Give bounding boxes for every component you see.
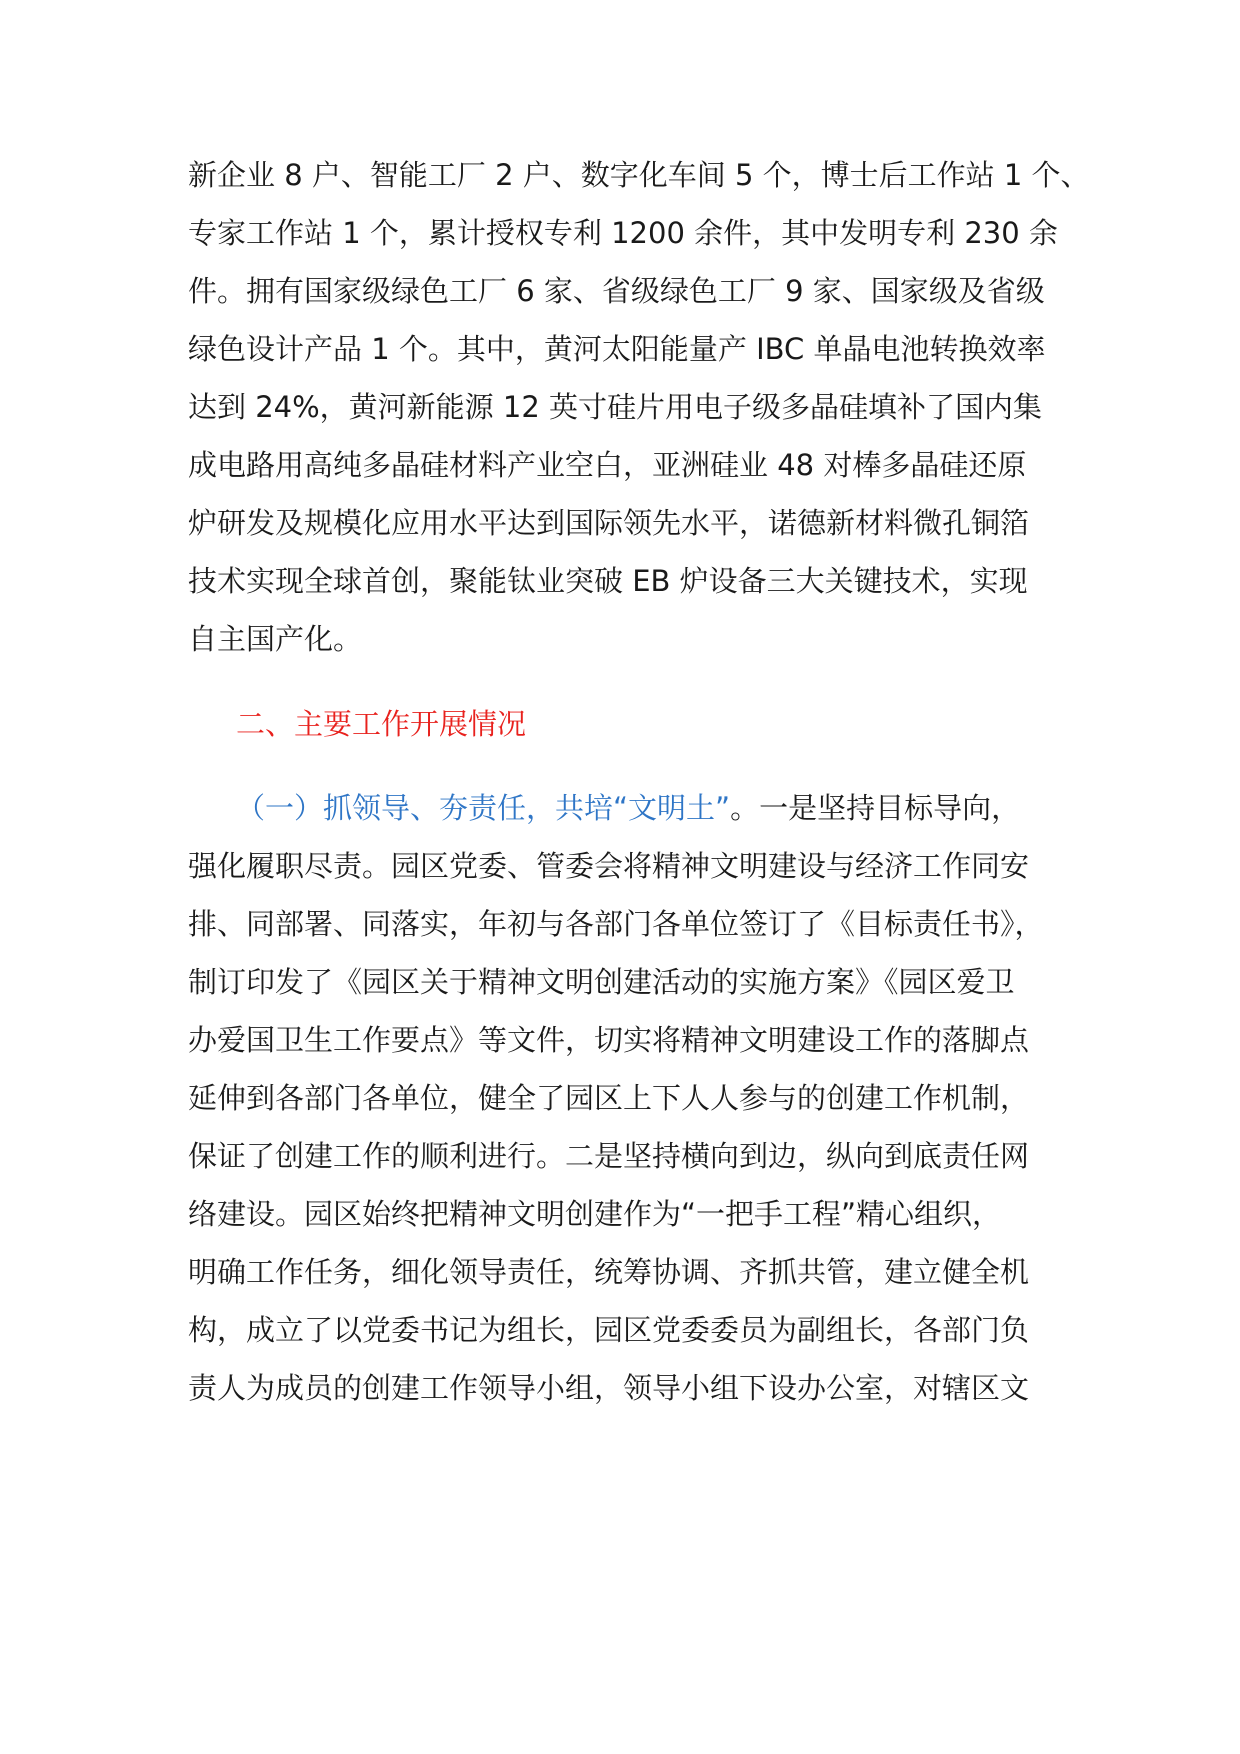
- section-heading-2: 二、主要工作开展情况: [236, 707, 527, 741]
- subsection-1-first-line-text: 。一是坚持目标导向，: [730, 791, 1021, 825]
- para2-line-6: 保证了创建工作的顺利进行。二是坚持横向到边，纵向到底责任网: [188, 1139, 1030, 1173]
- para1-line-3: 件。拥有国家级绿色工厂 6 家、省级绿色工厂 9 家、国家级及省级: [188, 274, 1045, 308]
- para1-line-7: 炉研发及规模化应用水平达到国际领先水平，诺德新材料微孔铜箔: [188, 506, 1030, 540]
- para2-line-7: 络建设。园区始终把精神文明创建作为“一把手工程”精心组织，: [188, 1197, 1002, 1231]
- subsection-1-first-line: [236, 788, 1020, 828]
- subsection-heading-1: （一）抓领导、夯责任，共培“文明土”: [236, 791, 731, 825]
- para2-line-1: 强化履职尽责。园区党委、管委会将精神文明建设与经济工作同安: [188, 849, 1030, 883]
- para1-line-9: 自主国产化。: [188, 622, 363, 656]
- para1-line-1: 新企业 8 户、智能工厂 2 户、数字化车间 5 个，博士后工作站 1 个、: [188, 158, 1090, 192]
- para2-line-4: 办爱国卫生工作要点》等文件，切实将精神文明建设工作的落脚点: [188, 1023, 1030, 1057]
- para1-line-4: 绿色设计产品 1 个。其中，黄河太阳能量产 IBC 单晶电池转换效率: [188, 332, 1046, 366]
- para1-line-6: 成电路用高纯多晶硅材料产业空白，亚洲硅业 48 对棒多晶硅还原: [188, 448, 1027, 482]
- para2-line-9: 构，成立了以党委书记为组长，园区党委委员为副组长，各部门负: [188, 1313, 1030, 1347]
- para2-line-5: 延伸到各部门各单位，健全了园区上下人人参与的创建工作机制，: [188, 1081, 1030, 1115]
- para1-line-5: 达到 24%，黄河新能源 12 英寸硅片用电子级多晶硅填补了国内集: [188, 390, 1043, 424]
- para1-line-8: 技术实现全球首创，聚能钛业突破 EB 炉设备三大关键技术，实现: [188, 564, 1028, 598]
- para2-line-3: 制订印发了《园区关于精神文明创建活动的实施方案》《园区爱卫: [188, 965, 1015, 999]
- para2-line-2: 排、同部署、同落实，年初与各部门各单位签订了《目标责任书》，: [188, 907, 1044, 941]
- para1-line-2: 专家工作站 1 个，累计授权专利 1200 余件，其中发明专利 230 余: [188, 216, 1058, 250]
- para2-line-8: 明确工作任务，细化领导责任，统筹协调、齐抓共管，建立健全机: [188, 1255, 1030, 1289]
- para2-line-10: 责人为成员的创建工作领导小组，领导小组下设办公室，对辖区文: [188, 1371, 1030, 1405]
